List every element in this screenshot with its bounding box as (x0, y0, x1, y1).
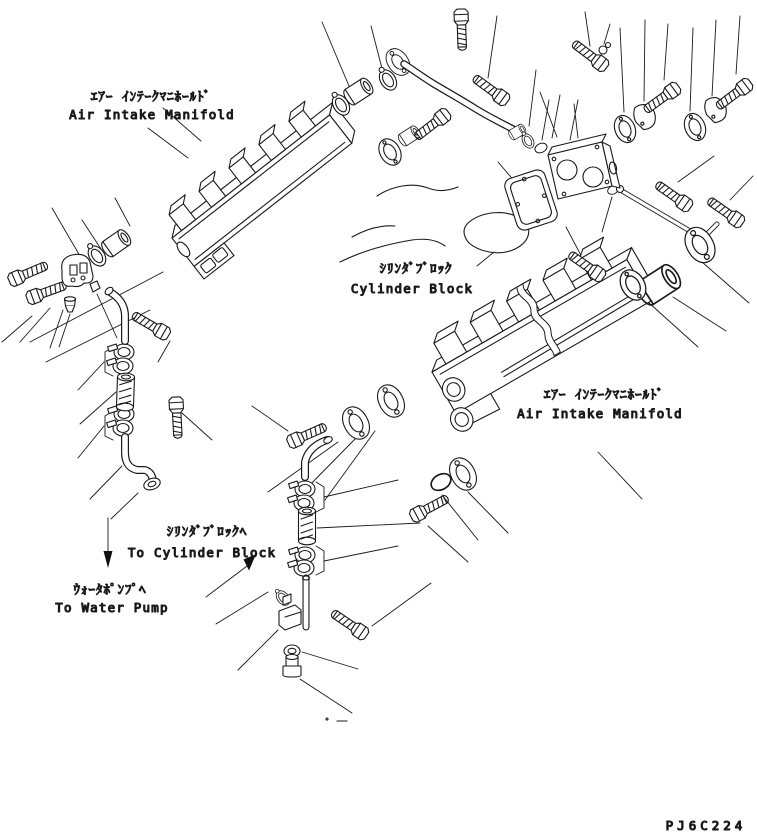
bolt (169, 397, 185, 439)
oval-gasket (374, 135, 405, 169)
to-water-pump-arrowhead (104, 551, 113, 568)
bolt (653, 178, 695, 213)
label-cylinder-block-ja: ｼﾘﾝﾀﾞﾌﾞﾛｯｸ (379, 262, 453, 277)
flange-gasket (337, 402, 374, 443)
air-intake-manifold-right (409, 228, 670, 436)
label-to-water-pump-ja: ｳｫｰﾀﾎﾟﾝﾌﾟﾍ (73, 583, 147, 598)
hose-segment (116, 373, 134, 411)
label-manifold-left-ja: ｴｱｰ ｲﾝﾃｰｸﾏﾆﾎｰﾙﾄﾞ (90, 90, 212, 105)
bolt (129, 309, 172, 342)
label-cylinder-block-en: Cylinder Block (350, 281, 474, 296)
label-manifold-right-en: Air Intake Manifold (517, 406, 683, 421)
worm-clamp (107, 358, 133, 374)
bolt (454, 9, 469, 51)
sensor-fitting (65, 297, 76, 312)
flange-gasket (372, 380, 409, 421)
bolt (25, 278, 69, 305)
worm-clamp (289, 481, 315, 497)
worm-clamp (107, 420, 133, 436)
water-connector-block (548, 134, 620, 199)
bolt (470, 72, 512, 108)
bolt (328, 607, 370, 642)
cylinder-block-outline (340, 185, 529, 262)
worm-clamp (288, 560, 314, 576)
small-gasket-diamond (90, 281, 100, 292)
flange-gasket (444, 453, 481, 494)
hose-segment (299, 507, 316, 545)
to-cylinder-block-arrow-shaft (206, 566, 247, 597)
bolt (7, 259, 50, 288)
drawing-number: PJ6C224 (665, 818, 747, 833)
label-manifold-left-en: Air Intake Manifold (69, 107, 235, 122)
oval-gasket (680, 110, 709, 143)
rect-gasket (503, 168, 560, 232)
label-to-cylinder-block-en: To Cylinder Block (127, 545, 277, 560)
drain-plug (283, 655, 301, 678)
elbow-fitting (272, 586, 301, 630)
label-to-water-pump-en: To Water Pump (55, 600, 169, 615)
bolt (408, 492, 451, 524)
bolt (705, 194, 747, 229)
gaskets-and-clamps (83, 64, 729, 576)
label-manifold-right-ja: ｴｱｰ ｲﾝﾃｰｸﾏﾆﾎｰﾙﾄﾞ (543, 388, 665, 403)
label-to-cylinder-block-ja: ｼﾘﾝﾀﾞﾌﾞﾛｯｸﾍ (166, 525, 248, 540)
o-ring (533, 141, 548, 154)
worm-clamp (108, 344, 134, 360)
